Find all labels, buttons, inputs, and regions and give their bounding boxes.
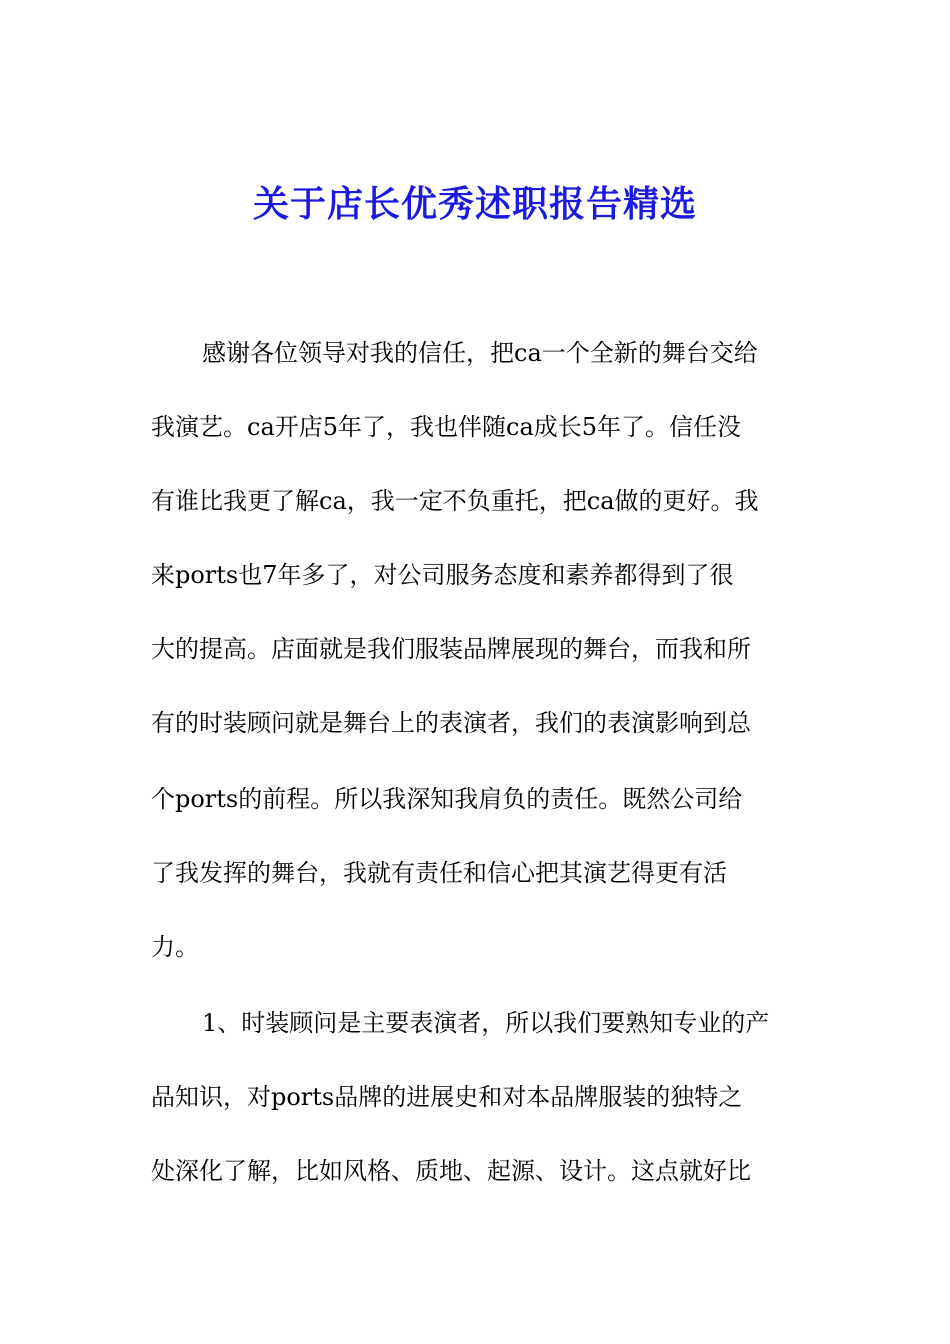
paragraph-line: 品知识，对ports品牌的进展史和对本品牌服装的独特之: [151, 1083, 743, 1111]
paragraph-line: 来ports也7年多了，对公司服务态度和素养都得到了很: [151, 561, 734, 589]
paragraph-line: 个ports的前程。所以我深知我肩负的责任。既然公司给: [151, 785, 743, 813]
paragraph-line: 有的时装顾问就是舞台上的表演者，我们的表演影响到总: [151, 709, 751, 737]
paragraph-line: 1、时装顾问是主要表演者，所以我们要熟知专业的产: [202, 1009, 770, 1037]
paragraph-line: 处深化了解，比如风格、质地、起源、设计。这点就好比: [151, 1157, 751, 1185]
paragraph-line: 了我发挥的舞台，我就有责任和信心把其演艺得更有活: [151, 859, 727, 887]
paragraph-line: 我演艺。ca开店5年了，我也伴随ca成长5年了。信任没: [151, 413, 742, 441]
paragraph-line: 力。: [151, 933, 199, 961]
paragraph-line: 大的提高。店面就是我们服装品牌展现的舞台，而我和所: [151, 635, 751, 663]
paragraph-line: 有谁比我更了解ca，我一定不负重托，把ca做的更好。我: [151, 487, 759, 515]
paragraph-line: 感谢各位领导对我的信任，把ca一个全新的舞台交给: [202, 339, 758, 367]
document-title: 关于店长优秀述职报告精选: [252, 183, 697, 225]
